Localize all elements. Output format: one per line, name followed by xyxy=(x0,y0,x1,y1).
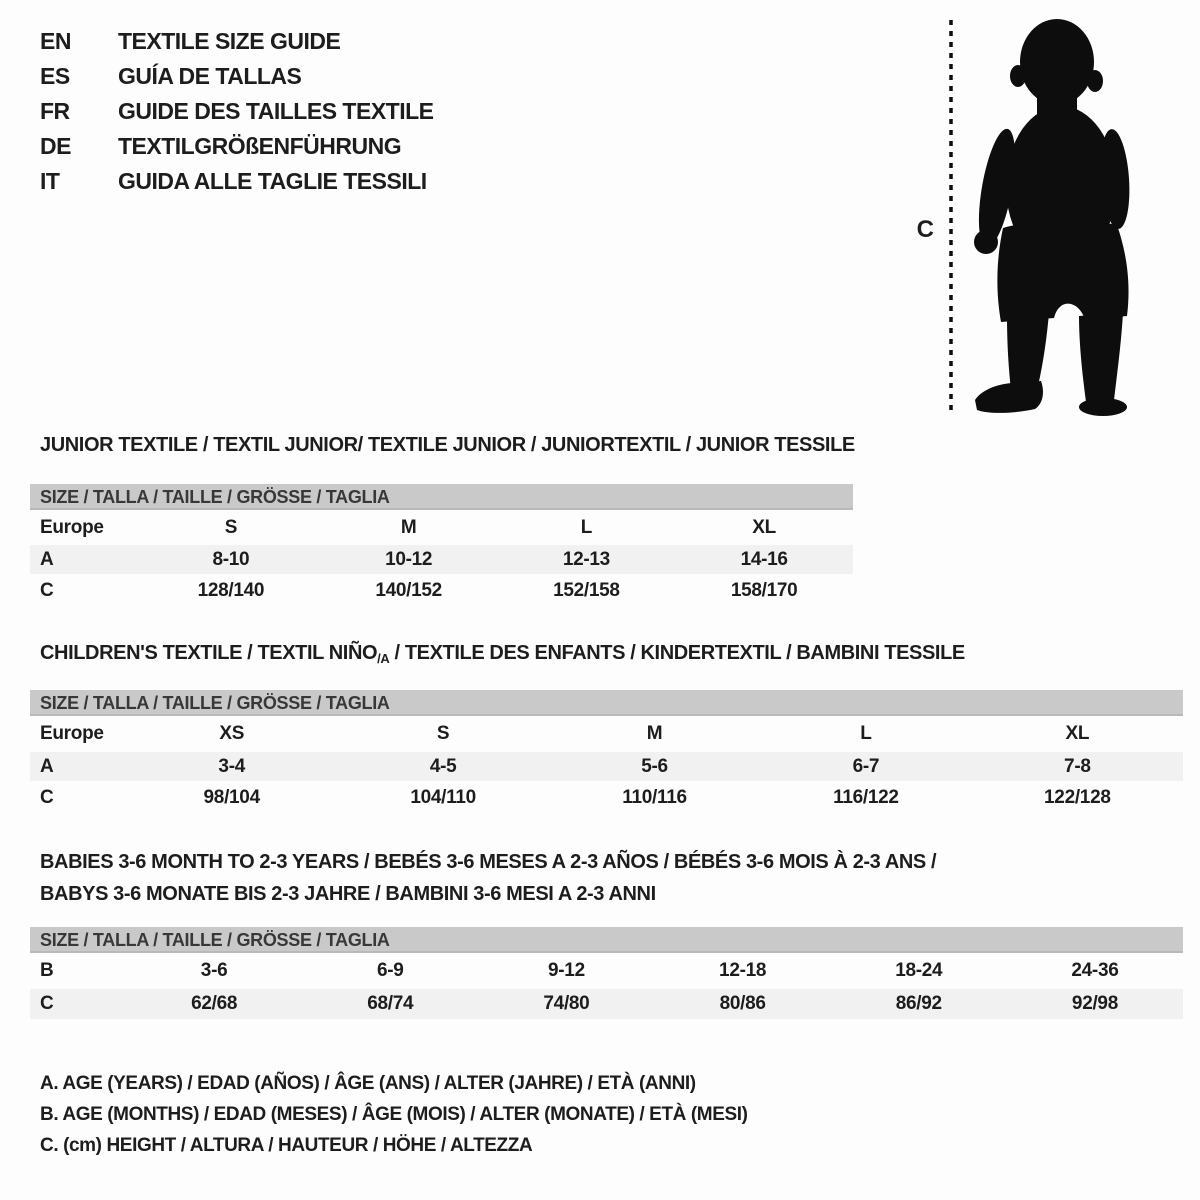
junior-section-heading: JUNIOR TEXTILE / TEXTIL JUNIOR/ TEXTILE JUNIOR / JUNIORTEXTIL / JUNIOR TESSILE xyxy=(40,434,855,456)
size-cell: XS xyxy=(219,723,245,744)
height-cell: 110/116 xyxy=(622,787,687,808)
age-cell: 8-10 xyxy=(212,549,250,570)
size-cell: M xyxy=(400,517,417,538)
language-row-en xyxy=(40,24,434,59)
table-row-europe xyxy=(30,716,1183,752)
row-label: C xyxy=(40,993,54,1014)
babies-heading-line2: BABYS 3-6 MONATE BIS 2-3 JAHRE / BAMBINI 3-6 MESI A 2-3 ANNI xyxy=(40,883,656,905)
age-cell: 4-5 xyxy=(429,756,457,777)
language-code: IT xyxy=(40,168,60,194)
size-header-bar: SIZE / TALLA / TAILLE / GRÖSSE / TAGLIA xyxy=(30,484,853,510)
table-row-age-months xyxy=(30,953,1183,989)
language-title: GUIDE DES TAILLES TEXTILE xyxy=(118,98,434,124)
height-cell: 152/158 xyxy=(553,580,620,601)
height-cell: 74/80 xyxy=(543,993,590,1014)
table-row-age xyxy=(30,752,1183,781)
height-cell: 122/128 xyxy=(1044,787,1111,808)
age-cell: 10-12 xyxy=(385,549,433,570)
table-row-height xyxy=(30,574,853,607)
junior-size-table xyxy=(30,484,853,607)
height-cell: 86/92 xyxy=(895,993,942,1014)
size-cell: S xyxy=(224,517,238,538)
age-cell: 3-6 xyxy=(200,960,228,981)
row-label: C xyxy=(40,580,54,601)
language-title: TEXTILE SIZE GUIDE xyxy=(118,28,341,54)
row-label: Europe xyxy=(40,517,104,538)
language-code: DE xyxy=(40,133,71,159)
age-cell: 6-9 xyxy=(376,960,404,981)
language-row-fr xyxy=(40,94,434,129)
children-heading-suffix: / TEXTILE DES ENFANTS / KINDERTEXTIL / BAMBINI TESSILE xyxy=(389,642,965,664)
size-cell: M xyxy=(646,723,663,744)
children-heading-sub: /A xyxy=(377,651,390,666)
babies-size-table xyxy=(30,927,1183,1019)
language-code: EN xyxy=(40,28,71,54)
language-code: FR xyxy=(40,98,70,124)
age-cell: 6-7 xyxy=(852,756,880,777)
height-cell: 68/74 xyxy=(367,993,414,1014)
height-cell: 62/68 xyxy=(191,993,238,1014)
height-cell: 104/110 xyxy=(410,787,476,808)
size-header-bar: SIZE / TALLA / TAILLE / GRÖSSE / TAGLIA xyxy=(30,927,1183,953)
language-title: GUÍA DE TALLAS xyxy=(118,63,302,89)
table-row-europe xyxy=(30,510,853,545)
age-cell: 12-13 xyxy=(562,549,610,570)
height-cell: 140/152 xyxy=(375,580,442,601)
babies-section-heading xyxy=(40,846,936,910)
language-code: ES xyxy=(40,63,70,89)
language-row-it xyxy=(40,164,434,199)
language-title: GUIDA ALLE TAGLIE TESSILI xyxy=(118,168,427,194)
table-row-age xyxy=(30,545,853,574)
height-cell: 116/122 xyxy=(833,787,899,808)
children-size-table xyxy=(30,690,1183,814)
legend-line-c: C. (cm) HEIGHT / ALTURA / HAUTEUR / HÖHE / ALTEZZA xyxy=(40,1135,533,1156)
height-cell: 80/86 xyxy=(719,993,766,1014)
age-cell: 3-4 xyxy=(218,756,245,777)
size-cell: XL xyxy=(1065,723,1090,744)
baby-figure xyxy=(925,14,1145,422)
age-cell: 24-36 xyxy=(1071,960,1119,981)
age-cell: 12-18 xyxy=(719,960,767,981)
age-cell: 5-6 xyxy=(641,756,668,777)
children-section-heading xyxy=(40,642,965,665)
baby-silhouette-icon xyxy=(972,19,1133,416)
row-label: C xyxy=(40,787,54,808)
size-cell: S xyxy=(436,723,450,744)
row-label: A xyxy=(40,756,54,777)
table-row-height xyxy=(30,781,1183,814)
age-cell: 7-8 xyxy=(1064,756,1091,777)
language-title: TEXTILGRÖßENFÜHRUNG xyxy=(118,133,402,159)
size-cell: XL xyxy=(752,517,776,538)
language-title-list xyxy=(40,24,434,199)
height-cell: 128/140 xyxy=(197,580,265,601)
measure-label-c: C xyxy=(916,216,934,243)
language-row-es xyxy=(40,59,434,94)
height-cell: 92/98 xyxy=(1071,993,1118,1014)
row-label: B xyxy=(40,960,54,981)
legend-line-b: B. AGE (MONTHS) / EDAD (MESES) / ÂGE (MOIS) / ALTER (MONATE) / ETÀ (MESI) xyxy=(40,1104,748,1125)
size-cell: L xyxy=(860,723,872,744)
babies-heading-line1: BABIES 3-6 MONTH TO 2-3 YEARS / BEBÉS 3-6 MESES A 2-3 AÑOS / BÉBÉS 3-6 MOIS À 2-3 ANS / xyxy=(40,851,937,873)
children-heading-prefix: CHILDREN'S TEXTILE / TEXTIL NIÑO xyxy=(40,642,378,664)
height-cell: 98/104 xyxy=(203,787,260,808)
age-cell: 14-16 xyxy=(740,549,788,570)
row-label: Europe xyxy=(40,723,104,744)
size-header-bar: SIZE / TALLA / TAILLE / GRÖSSE / TAGLIA xyxy=(30,690,1183,716)
height-cell: 158/170 xyxy=(730,580,798,601)
table-row-height xyxy=(30,989,1183,1019)
age-cell: 18-24 xyxy=(895,960,943,981)
row-label: A xyxy=(40,549,54,570)
measure-legend xyxy=(40,1068,748,1161)
age-cell: 9-12 xyxy=(548,960,585,981)
size-cell: L xyxy=(580,517,593,538)
language-row-de xyxy=(40,129,434,164)
legend-line-a: A. AGE (YEARS) / EDAD (AÑOS) / ÂGE (ANS) / ALTER (JAHRE) / ETÀ (ANNI) xyxy=(40,1073,696,1094)
